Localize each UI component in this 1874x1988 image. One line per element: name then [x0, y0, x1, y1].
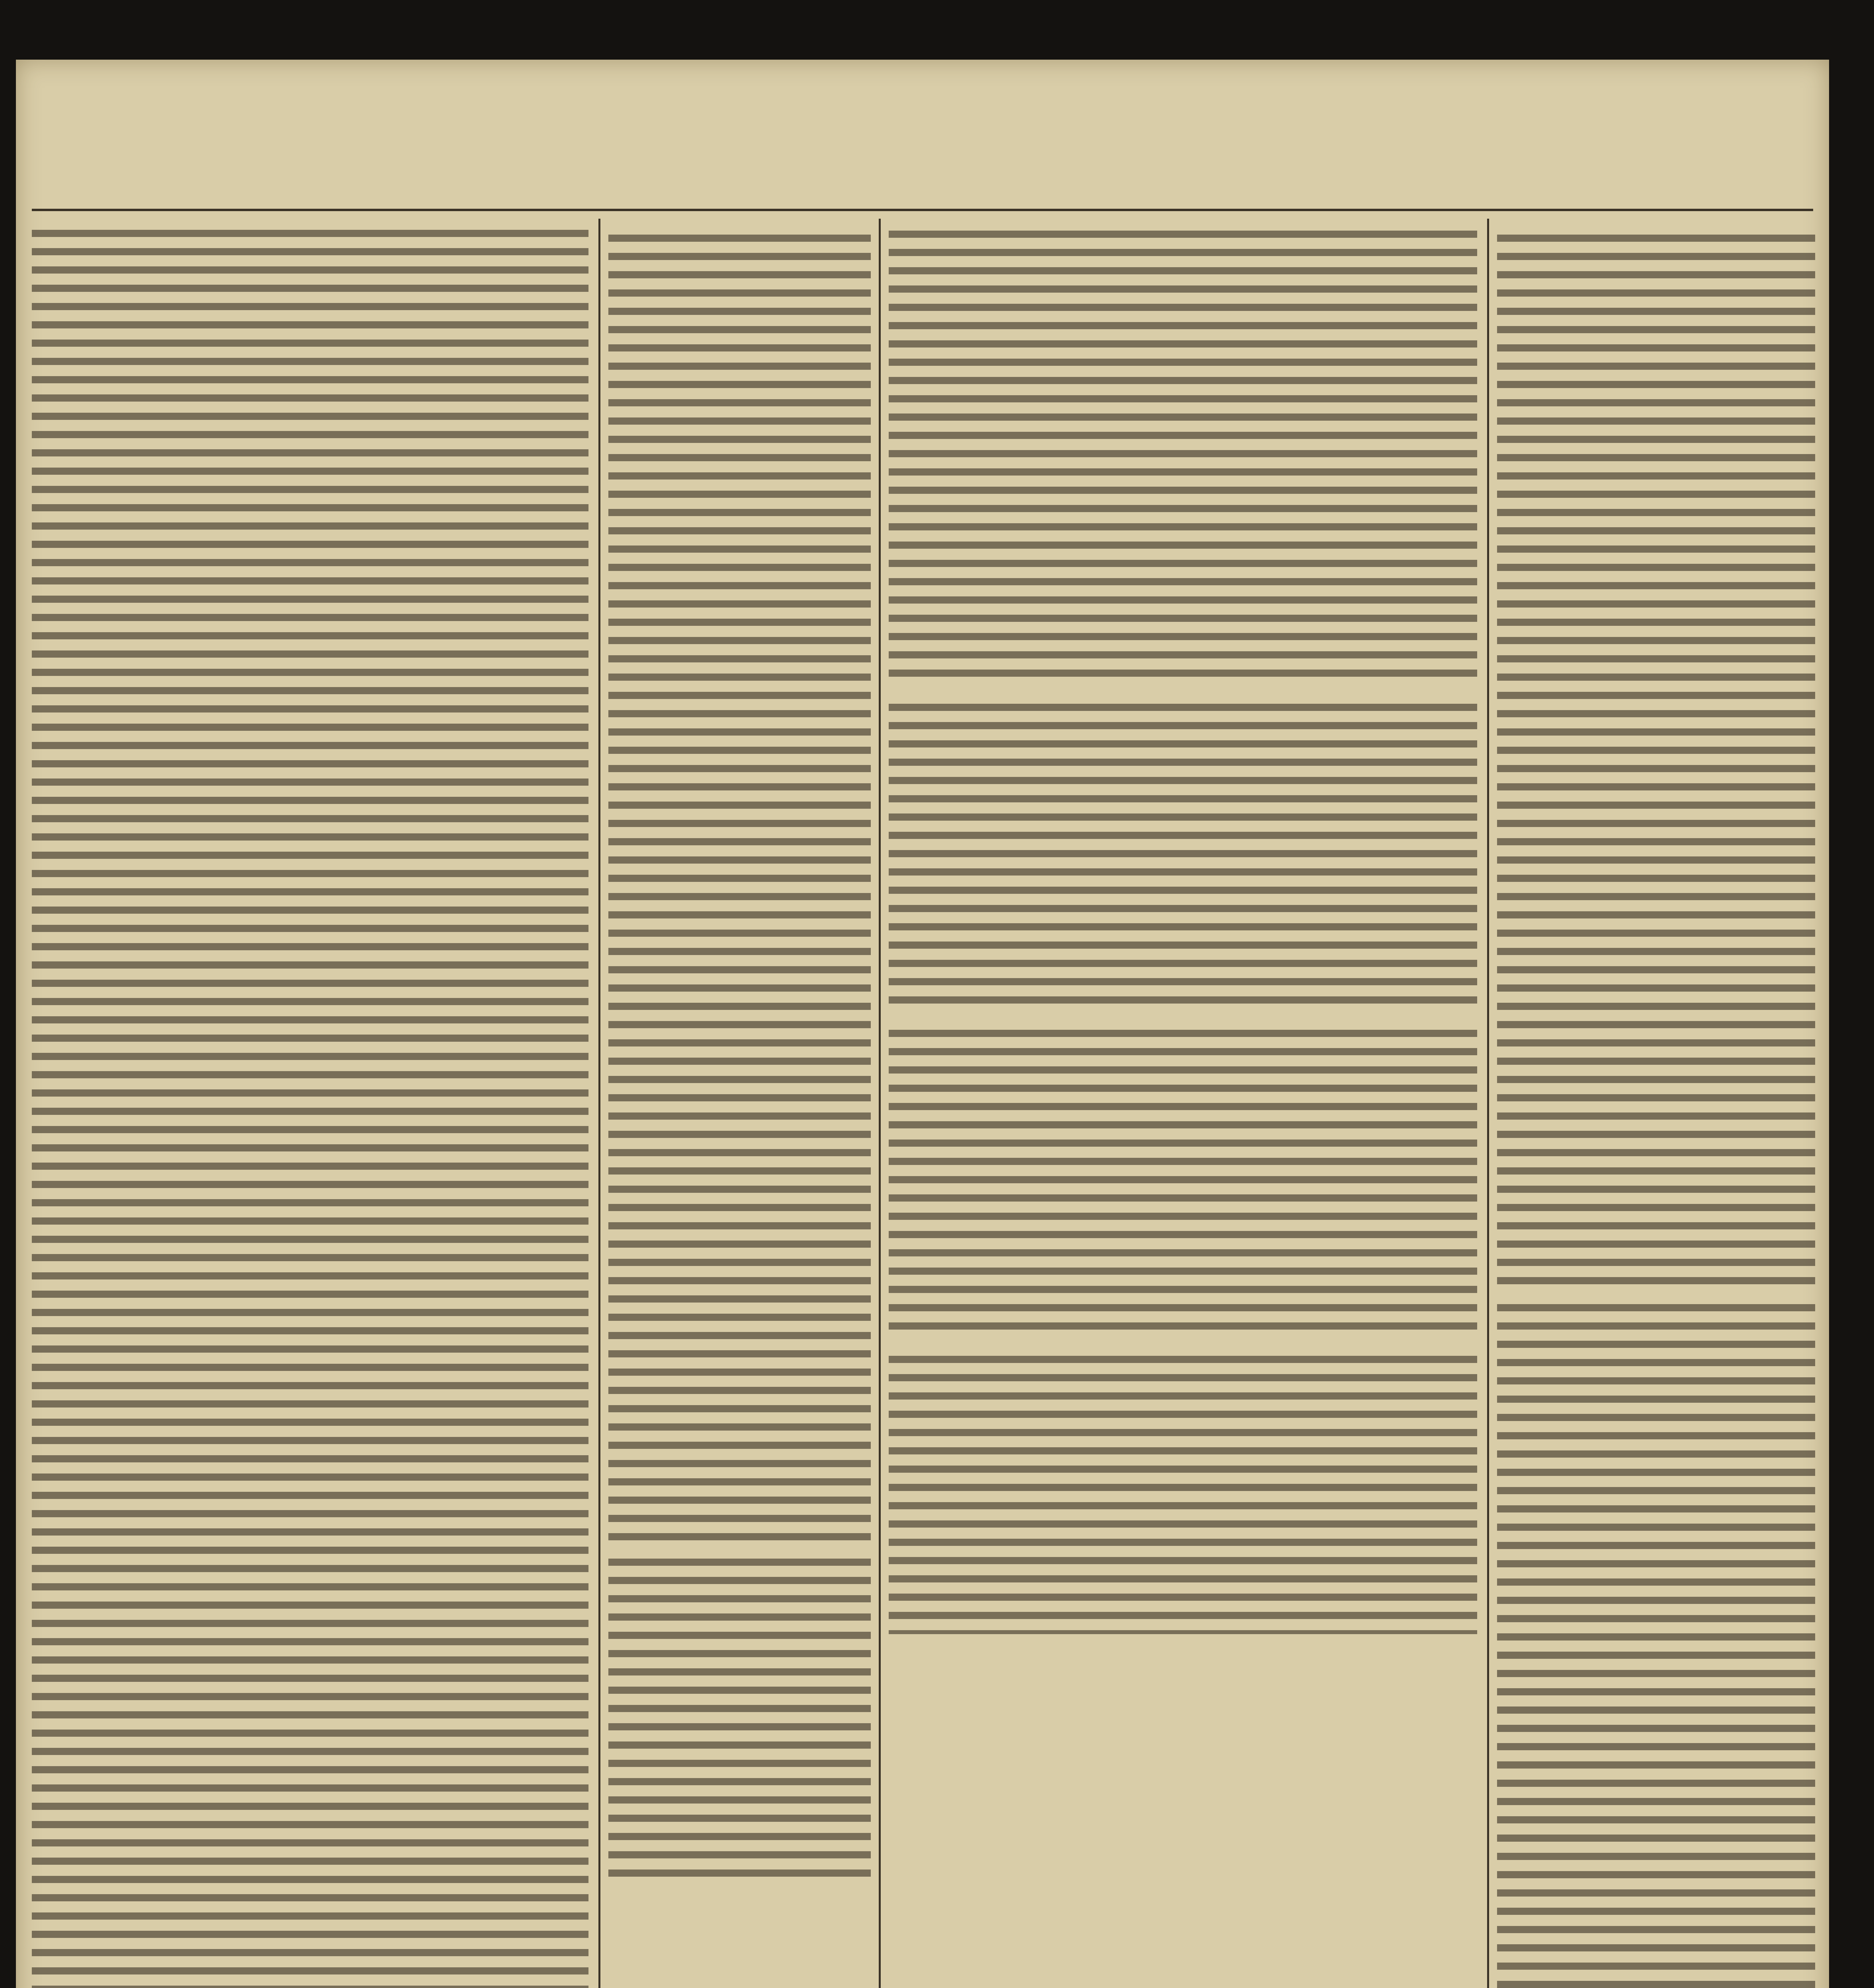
letters-section: [889, 223, 1477, 1988]
article-text-block: [32, 230, 588, 1988]
article-column-1: [32, 223, 588, 1988]
newspaper-page: [16, 60, 1829, 1988]
letter-4-text-block: [889, 1356, 1477, 1634]
masthead-rule: [32, 209, 1813, 211]
column-divider: [1487, 219, 1489, 1988]
article-column-2: [608, 223, 871, 1988]
main-letter-text-block: [889, 231, 1477, 688]
letter-2-text-block: [889, 704, 1477, 1014]
letter-3-text-block: [889, 1030, 1477, 1340]
article-text-block: [608, 235, 871, 1547]
column-divider: [598, 219, 600, 1988]
readers-questions-column: [1497, 223, 1815, 1988]
answer-1-text-block: [1497, 235, 1815, 1288]
masthead: [32, 179, 1813, 203]
article-2-text-block: [608, 1559, 871, 1877]
answer-2-text-block: [1497, 1304, 1815, 1988]
column-divider: [879, 219, 881, 1988]
